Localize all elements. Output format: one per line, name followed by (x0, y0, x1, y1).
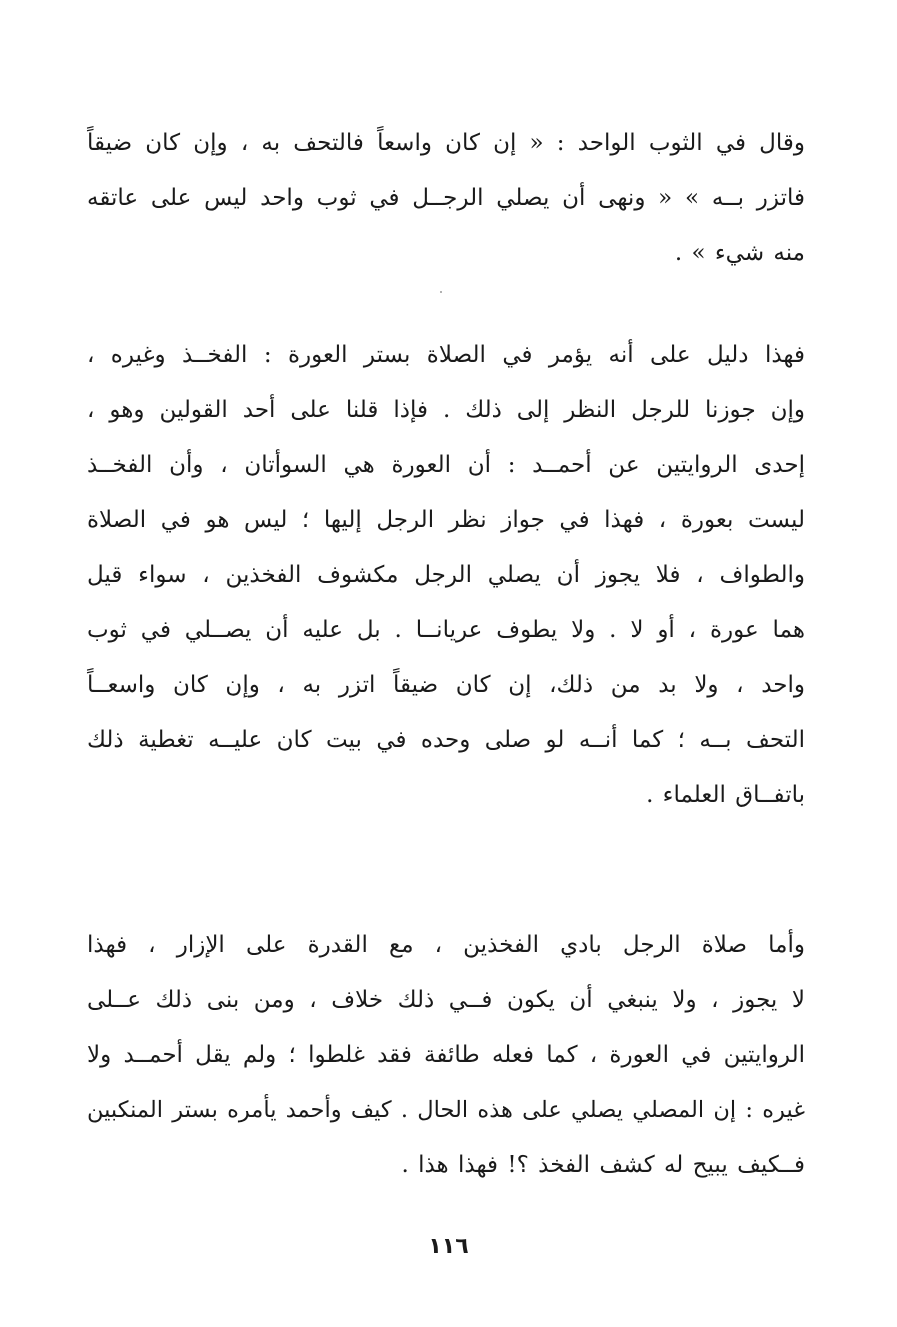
text-line: واحد ، ولا بد من ذلك، إن كان ضيقاً اتزر به ، وإن كان واسعــاً (87, 672, 805, 698)
text-line: فــكيف يبيح له كشف الفخذ ؟! فهذا هذا . (401, 1152, 805, 1178)
text-line: باتفــاق العلماء . (646, 782, 805, 808)
text-line: وإن جوزنا للرجل النظر إلى ذلك . فإذا قلنا على أحد القولين وهو ، (87, 397, 805, 423)
text-line: وأما صلاة الرجل بادي الفخذين ، مع القدرة على الإزار ، فهذا (87, 932, 805, 958)
text-line: غيره : إن المصلي يصلي على هذه الحال . كيف وأحمد يأمره بستر المنكبين (87, 1097, 805, 1123)
text-line: وقال في الثوب الواحد : « إن كان واسعاً فالتحف به ، وإن كان ضيقاً (87, 130, 805, 156)
text-line: لا يجوز ، ولا ينبغي أن يكون فــي ذلك خلاف ، ومن بنى ذلك عــلى (87, 987, 805, 1013)
text-line: فهذا دليل على أنه يؤمر في الصلاة بستر العورة : الفخــذ وغيره ، (87, 342, 805, 368)
paragraph-2 (87, 328, 805, 823)
text-line: التحف بــه ؛ كما أنــه لو صلى وحده في بيت كان عليــه تغطية ذلك (87, 727, 805, 753)
text-line: منه شيء » . (674, 240, 805, 266)
text-line: الروايتين في العورة ، كما فعله طائفة فقد غلطوا ؛ ولم يقل أحمــد ولا (87, 1042, 805, 1068)
paper-speck (440, 291, 442, 293)
paragraph-1 (87, 116, 805, 281)
text-line: والطواف ، فلا يجوز أن يصلي الرجل مكشوف الفخذين ، سواء قيل (87, 562, 805, 588)
text-line: فاتزر بــه » « ونهى أن يصلي الرجــل في ثوب واحد ليس على عاتقه (87, 185, 805, 211)
text-line: إحدى الروايتين عن أحمــد : أن العورة هي السوأتان ، وأن الفخــذ (87, 452, 805, 478)
page-number: ١١٦ (428, 1234, 469, 1259)
paragraph-3 (87, 918, 805, 1193)
text-line: هما عورة ، أو لا . ولا يطوف عريانــا . بل عليه أن يصــلي في ثوب (87, 617, 805, 643)
text-line: ليست بعورة ، فهذا في جواز نظر الرجل إليها ؛ ليس هو في الصلاة (87, 507, 805, 533)
